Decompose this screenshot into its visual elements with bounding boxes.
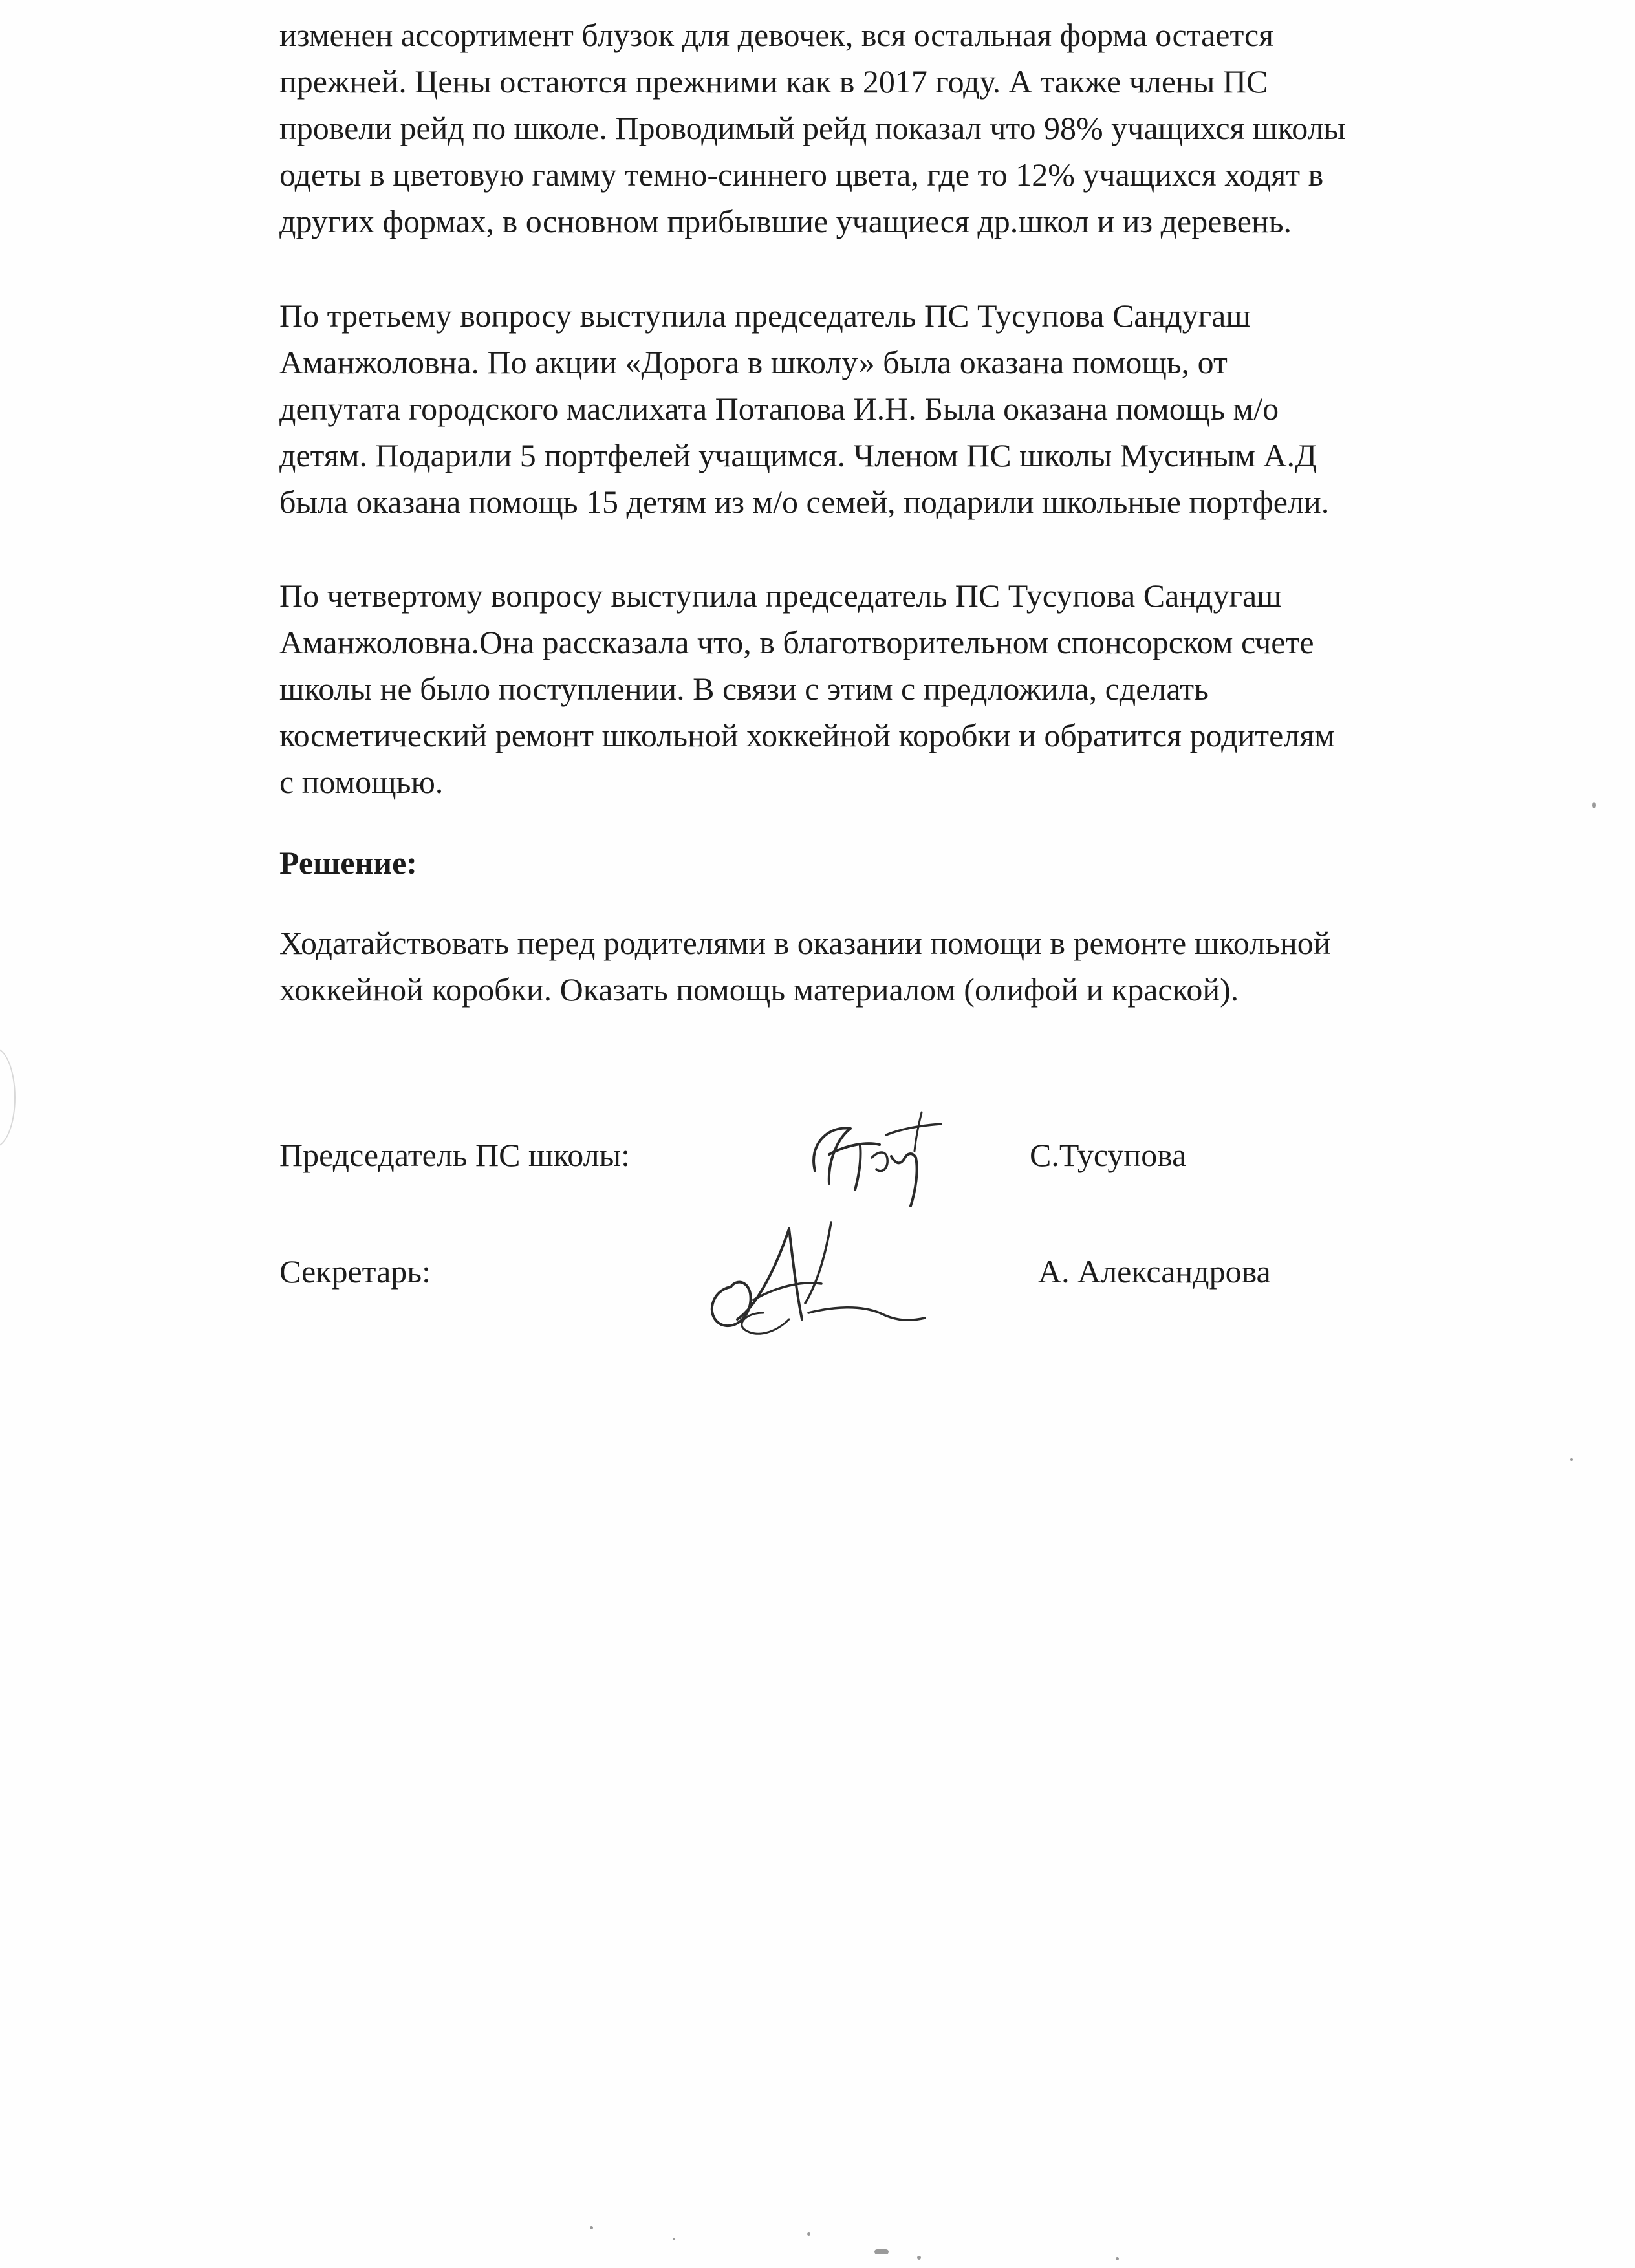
text-line: изменен ассортимент блузок для девочек, вся остальная форма остается <box>279 17 1274 53</box>
text-line: По четвертому вопросу выступила председатель ПС Тусупова Сандугаш <box>279 578 1282 614</box>
handwritten-signature-chair <box>789 1099 957 1216</box>
text-line: других формах, в основном прибывшие учащиеся др.школ и из деревень. <box>279 203 1292 239</box>
signature-row-secretary <box>0 1209 1635 1339</box>
text-line: одеты в цветовую гамму темно-синнего цвета, где то 12% учащихся ходят в <box>279 157 1324 193</box>
decision-heading: Решение: <box>279 845 417 881</box>
text-line: была оказана помощь 15 детям из м/о семей, подарили школьные портфели. <box>279 484 1330 520</box>
text-line: депутата городского маслихата Потапова И.Н. Была оказана помощь м/о <box>279 391 1279 427</box>
text-line: школы не было поступлении. В связи с этим с предложила, сделать <box>279 671 1209 707</box>
text-line: косметический ремонт школьной хоккейной коробки и обратится родителям <box>279 717 1335 753</box>
text-line: хоккейной коробки. Оказать помощь материалом (олифой и краской). <box>279 971 1239 1008</box>
scan-speck <box>1116 2257 1119 2260</box>
scan-speck <box>1570 1458 1573 1461</box>
scan-speck <box>1592 802 1596 808</box>
text-line: детям. Подарили 5 портфелей учащимся. Членом ПС школы Мусиным А.Д <box>279 437 1317 473</box>
paragraph-third-question <box>279 292 1579 525</box>
scan-speck <box>874 2249 889 2254</box>
paragraph-decision <box>279 920 1579 1013</box>
text-line: прежней. Цены остаются прежними как в 2017 году. А также члены ПС <box>279 63 1268 100</box>
paragraph-uniform <box>279 12 1579 244</box>
paragraph-fourth-question <box>279 572 1579 805</box>
signature-role: Председатель ПС школы: <box>279 1137 631 1173</box>
signature-role: Секретарь: <box>279 1253 431 1290</box>
text-line: провели рейд по школе. Проводимый рейд показал что 98% учащихся школы <box>279 110 1346 146</box>
text-line: Аманжоловна.Она рассказала что, в благотворительном спонсорском счете <box>279 624 1314 660</box>
scan-speck <box>807 2232 810 2236</box>
text-line: с помощью. <box>279 764 444 800</box>
text-line: Аманжоловна. По акции «Дорога в школу» была оказана помощь, от <box>279 344 1228 380</box>
handwritten-signature-secretary <box>692 1209 951 1352</box>
scan-speck <box>673 2238 675 2240</box>
scan-speck <box>917 2256 921 2260</box>
text-line: По третьему вопросу выступила председатель ПС Тусупова Сандугаш <box>279 297 1251 334</box>
signatory-name: С.Тусупова <box>1030 1137 1187 1173</box>
scan-speck <box>590 2226 593 2229</box>
text-line: Ходатайствовать перед родителями в оказании помощи в ремонте школьной <box>279 925 1331 961</box>
signatory-name: А. Александрова <box>1038 1253 1271 1290</box>
